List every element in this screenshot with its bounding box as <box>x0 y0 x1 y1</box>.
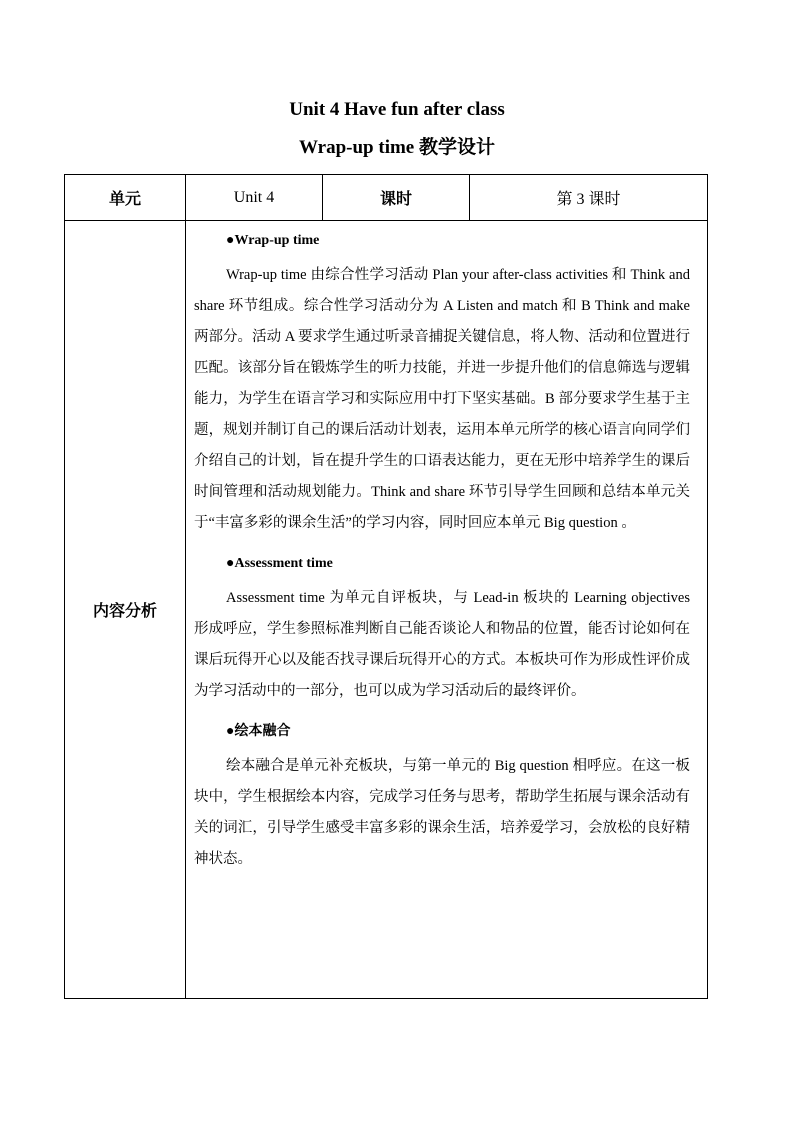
section-text-assessment: Assessment time 为单元自评板块，与 Lead-in 板块的 Learning objectives 形成呼应，学生参照标准判断自己能否谈论人和物品的位置，能否讨论如何在课后玩得开心以及能否找寻课后玩得开心的方式。本板块可作为形成性评价成为学习活动中的一部分，也可以成为学习活动后的最终评价。 <box>194 590 690 699</box>
content-analysis-label: 内容分析 <box>65 221 186 999</box>
content-analysis-cell <box>186 221 708 999</box>
content-row <box>65 221 708 999</box>
lesson-design-table <box>64 174 708 999</box>
section-text-wrapup: Wrap-up time 由综合性学习活动 Plan your after-class activities 和 Think and share 环节组成。综合性学习活动分为 A Listen and match 和 B Think and make 两部分。活动 A 要求学生通过听录音捕捉关键信息，将人物、活动和位置进行匹配。该部分旨在锻炼学生的听力技能，并进一步提升他们的信息筛选与逻辑能力，为学生在语言学习和实际应用中打下坚实基础。B 部分要求学生基于主题，规划并制订自己的课后活动计划表，运用本单元所学的核心语言向同学们介绍自己的计划，旨在提升学生的口语表达能力，更在无形中培养学生的课后时间管理和活动规划能力。Think and share 环节引导学生回顾和总结本单元关于“丰富多彩的课余生活”的学习内容，同时回应本单元 Big question 。 <box>194 267 690 531</box>
unit-value-cell: Unit 4 <box>186 175 323 221</box>
lesson-value-cell: 第 3 课时 <box>470 175 708 221</box>
unit-label-cell: 单元 <box>65 175 186 221</box>
section-heading-picture-book: ●绘本融合 <box>226 724 291 739</box>
document-title: Unit 4 Have fun after class <box>289 99 505 120</box>
document-subtitle: Wrap-up time 教学设计 <box>299 137 495 158</box>
lesson-label-cell: 课时 <box>323 175 470 221</box>
section-heading-wrapup: ●Wrap-up time <box>226 233 320 248</box>
section-text-picture-book: 绘本融合是单元补充板块，与第一单元的 Big question 相呼应。在这一板块中，学生根据绘本内容，完成学习任务与思考，帮助学生拓展与课余活动有关的词汇，引导学生感受丰富多彩的课余生活，培养爱学习，会放松的良好精神状态。 <box>194 758 690 867</box>
header-row <box>65 175 708 221</box>
section-heading-assessment: ●Assessment time <box>226 556 333 571</box>
